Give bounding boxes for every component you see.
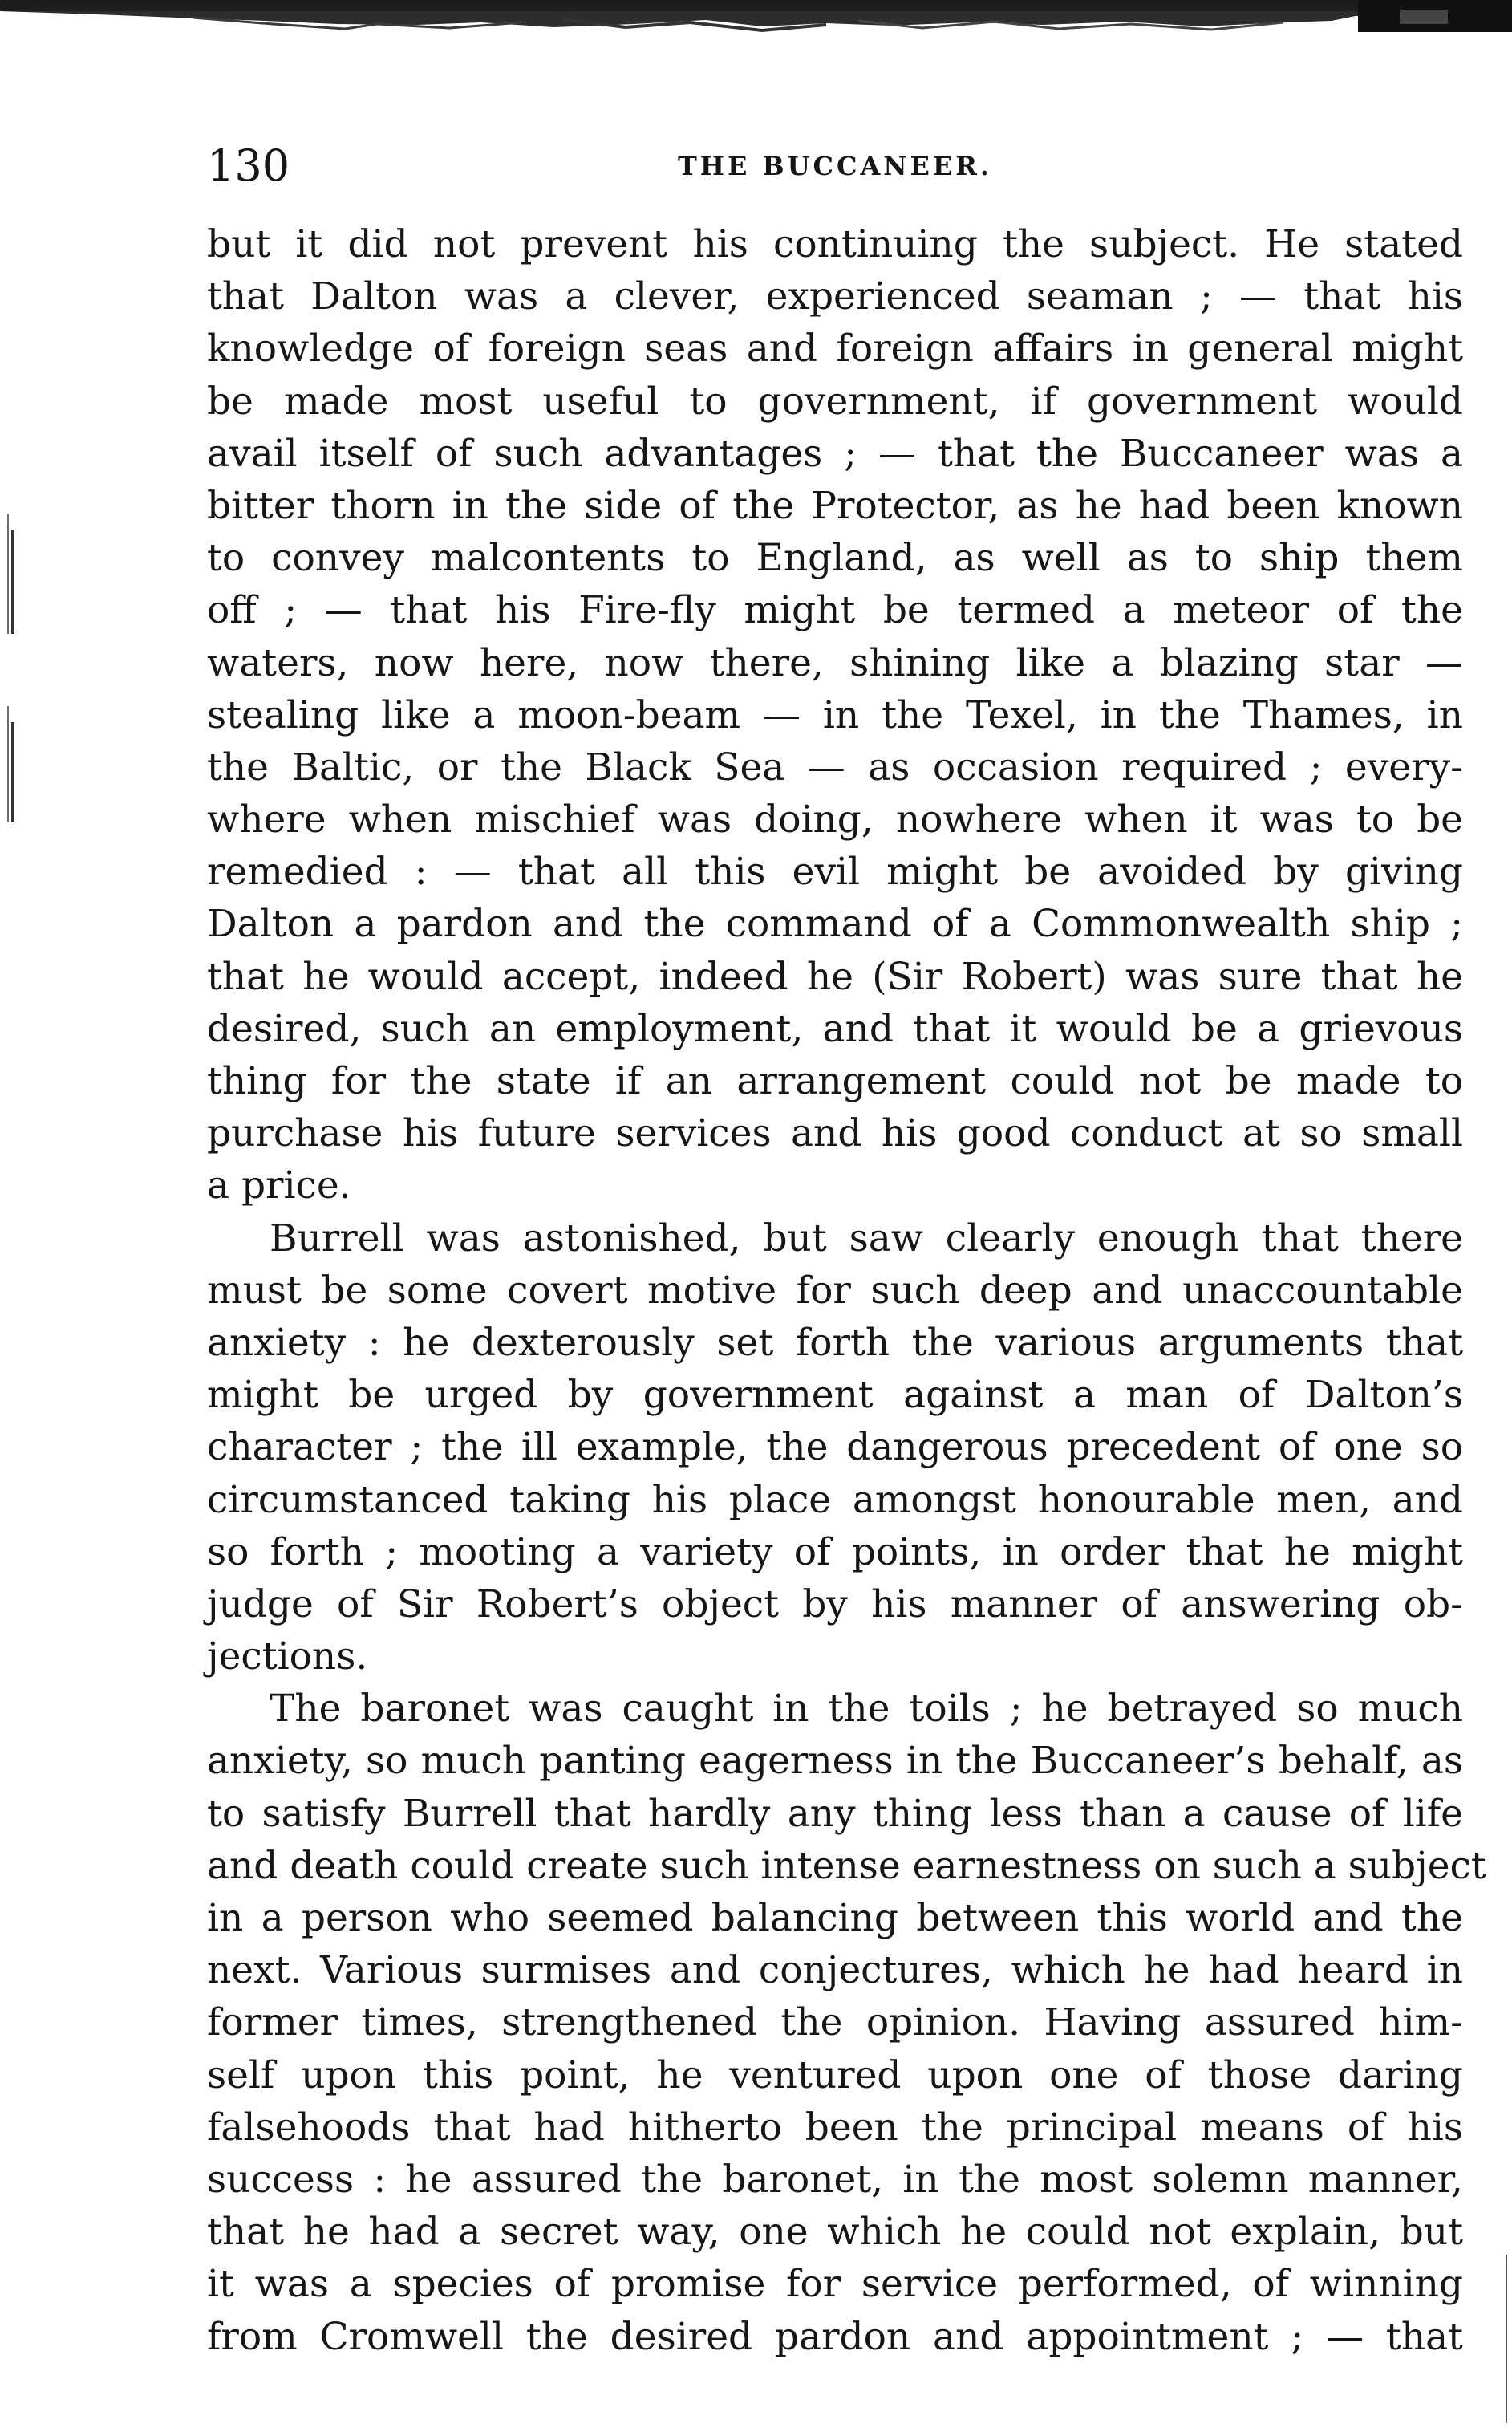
text-line: former times, strengthened the opinion. Having assured him- <box>207 2000 1463 2045</box>
running-head: THE BUCCANEER. <box>677 151 993 181</box>
left-binding-mark-upper <box>5 514 18 642</box>
text-line: knowledge of foreign seas and foreign affairs in general might <box>207 327 1463 371</box>
text-line: remedied : — that all this evil might be avoided by giving <box>207 850 1463 895</box>
text-line: waters, now here, now there, shining like a blazing star — <box>207 640 1463 685</box>
text-line: The baronet was caught in the toils ; he betrayed so much <box>270 1687 1463 1732</box>
text-line: and death could create such intense earnestness on such a subject <box>207 1843 1486 1888</box>
text-line: falsehoods that had hitherto been the principal means of his <box>207 2105 1463 2150</box>
text-line: that he would accept, indeed he (Sir Robert) was sure that he <box>207 954 1463 999</box>
text-line: from Cromwell the desired pardon and appointment ; — that <box>207 2314 1463 2359</box>
text-line: bitter thorn in the side of the Protector, as he had been known <box>207 483 1463 528</box>
text-line: character ; the ill example, the dangerous precedent of one so <box>207 1425 1463 1470</box>
text-line: might be urged by government against a man of Dalton’s <box>207 1373 1463 1418</box>
text-line: next. Various surmises and conjectures, which he had heard in <box>207 1948 1463 1993</box>
right-edge-mark <box>1506 2255 1507 2423</box>
text-line: be made most useful to government, if government would <box>207 379 1463 424</box>
text-line: success : he assured the baronet, in the most solemn manner, <box>207 2157 1463 2202</box>
text-line: a price. <box>207 1163 351 1208</box>
text-line: desired, such an employment, and that it would be a grievous <box>207 1006 1463 1051</box>
text-line: anxiety : he dexterously set forth the various arguments that <box>207 1320 1463 1365</box>
text-line: stealing like a moon-beam — in the Texel, in the Thames, in <box>207 692 1463 737</box>
text-line: jections. <box>207 1634 368 1679</box>
text-line: purchase his future services and his good conduct at so small <box>207 1111 1463 1156</box>
text-line: anxiety, so much panting eagerness in the Buccaneer’s behalf, as <box>207 1739 1463 1784</box>
text-line: circumstanced taking his place amongst honourable men, and <box>207 1477 1463 1522</box>
text-line: must be some covert motive for such deep and unaccountable <box>207 1268 1463 1313</box>
text-line: in a person who seemed balancing between this world and the <box>207 1896 1463 1940</box>
left-binding-mark-lower <box>5 706 18 826</box>
text-line: it was a species of promise for service performed, of winning <box>207 2262 1463 2307</box>
text-line: that he had a secret way, one which he could not explain, but <box>207 2210 1463 2255</box>
text-line: where when mischief was doing, nowhere when it was to be <box>207 798 1463 842</box>
text-line: to satisfy Burrell that hardly any thing less than a cause of life <box>207 1791 1463 1836</box>
text-line: but it did not prevent his continuing the subject. He stated <box>207 222 1463 266</box>
text-line: to convey malcontents to England, as well as to ship them <box>207 536 1463 581</box>
text-line: off ; — that his Fire-fly might be termed a meteor of the <box>207 588 1463 633</box>
body-text <box>207 218 1486 2363</box>
page-header <box>207 138 1463 194</box>
text-line: Dalton a pardon and the command of a Commonwealth ship ; <box>207 902 1463 947</box>
text-line: avail itself of such advantages ; — that the Buccaneer was a <box>207 431 1463 476</box>
text-line: Burrell was astonished, but saw clearly enough that there <box>270 1216 1463 1261</box>
text-line: thing for the state if an arrangement could not be made to <box>207 1059 1463 1103</box>
text-line: that Dalton was a clever, experienced seaman ; — that his <box>207 274 1463 319</box>
text-line: so forth ; mooting a variety of points, in order that he might <box>207 1529 1463 1574</box>
text-line: self upon this point, he ventured upon one of those daring <box>207 2052 1463 2097</box>
text-line: judge of Sir Robert’s object by his manner of answering ob- <box>207 1581 1463 1626</box>
torn-edge-graphic <box>0 0 1512 35</box>
scanned-top-border <box>0 0 1512 35</box>
page-number: 130 <box>207 140 290 191</box>
text-line: the Baltic, or the Black Sea — as occasion required ; every- <box>207 745 1463 790</box>
